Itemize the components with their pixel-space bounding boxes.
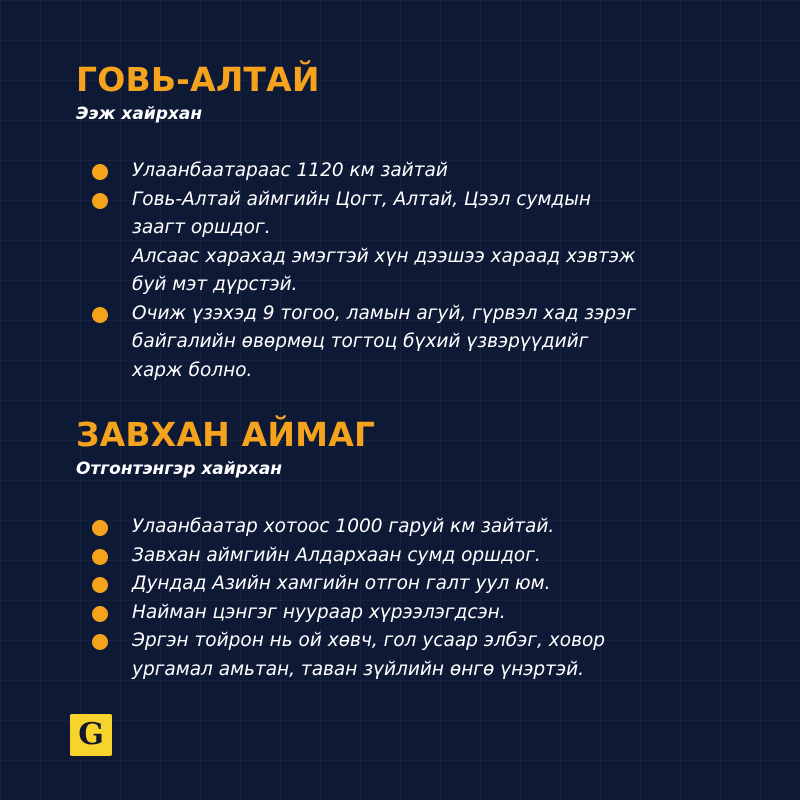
bullet-item — [76, 599, 772, 628]
bullet-text-line: Алсаас харахад эмэгтэй хүн дээшээ хараад хэвтэж — [132, 245, 636, 267]
logo-letter: G — [78, 717, 104, 752]
bullet-text-line: байгалийн өвөрмөц тогтоц бүхий үзвэрүүдийг — [132, 331, 589, 352]
bullet-dot-icon — [92, 164, 108, 180]
section-govi-altai — [76, 58, 776, 385]
bullet-text-line: Завхан аймгийн Алдархаан сумд оршдог. — [132, 544, 541, 566]
bullet-text-line: ургамал амьтан, таван зүйлийн өнгө үнэртэй. — [132, 658, 585, 680]
bullet-list — [76, 157, 776, 385]
bullet-text-line: Эргэн тойрон нь ой хөвч, гол усаар элбэг, ховор — [132, 630, 606, 651]
section-subtitle: Отгонтэнгэр хайрхан — [76, 459, 283, 479]
bullet-text-line: харж болно. — [132, 359, 253, 381]
bullet-text-line: Говь-Алтай аймгийн Цогт, Алтай, Цээл сумдын — [132, 188, 591, 210]
bullet-text-line: Очиж үзэхэд 9 тогоо, ламын агуй, гүрвэл хад зэрэг — [132, 302, 636, 324]
bullet-text-line: Дундад Азийн хамгийн отгон галт уул юм. — [132, 573, 551, 594]
bullet-dot-icon — [92, 606, 108, 622]
bullet-item — [76, 542, 772, 571]
bullet-list — [76, 513, 776, 684]
bullet-text-line: заагт оршдог. — [132, 217, 271, 238]
bullet-text-line: Улаанбаатар хотоос 1000 гаруй км зайтай. — [132, 516, 555, 537]
bullet-item — [76, 627, 772, 684]
bullet-dot-icon — [92, 520, 108, 536]
bullet-text-line: Найман цэнгэг нуураар хүрээлэгдсэн. — [132, 601, 506, 623]
bullet-dot-icon — [92, 549, 108, 565]
bullet-text-line: буй мэт дүрстэй. — [132, 274, 298, 295]
bullet-dot-icon — [92, 634, 108, 650]
bullet-item — [76, 300, 772, 386]
bullet-item — [76, 513, 772, 542]
bullet-item — [76, 157, 772, 186]
section-title: ЗАВХАН АЙМАГ — [76, 415, 376, 454]
bullet-dot-icon — [92, 307, 108, 323]
bullet-item — [76, 186, 772, 300]
brand-logo — [70, 714, 112, 756]
bullet-dot-icon — [92, 577, 108, 593]
bullet-dot-icon — [92, 193, 108, 209]
section-zavkhan — [76, 413, 776, 684]
section-subtitle: Ээж хайрхан — [76, 104, 203, 124]
bullet-text-line: Улаанбаатараас 1120 км зайтай — [132, 160, 448, 181]
section-title: ГОВЬ-АЛТАЙ — [76, 60, 320, 99]
bullet-item — [76, 570, 772, 599]
